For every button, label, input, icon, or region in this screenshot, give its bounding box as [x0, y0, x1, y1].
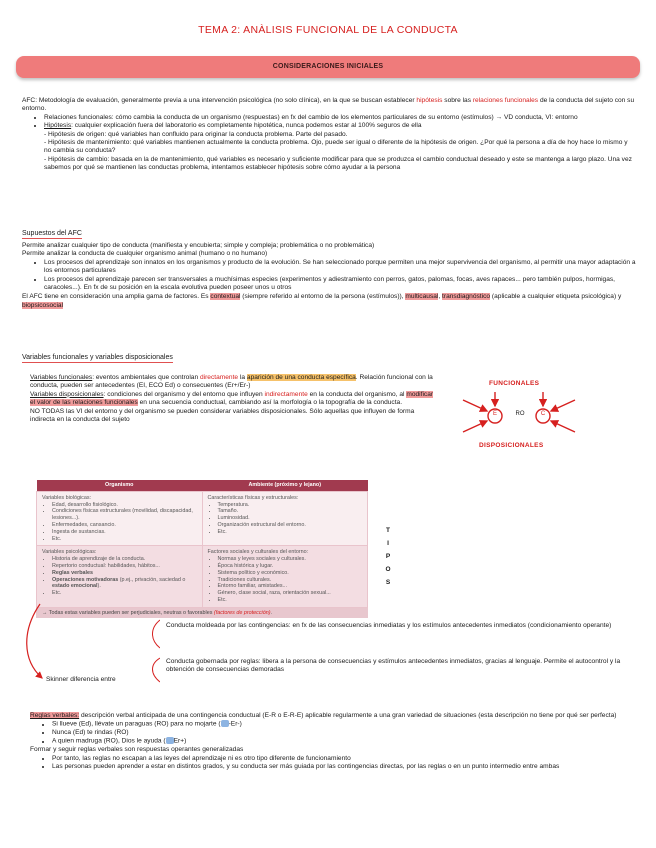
afc-block [22, 97, 636, 173]
weather-icon [221, 720, 229, 727]
list-item: • Los procesos del aprendizaje son innatos en los organismos y producto de la evolución. Se han seleccionado porque permiten una mejor supervivencia del organismo, al permitir una mayor adaptación a los entornos particulares [44, 259, 636, 276]
paragraph: El AFC tiene en consideración una amplia gama de factores. Es contextual (siempre referido al entorno de la persona (estímulos)), multicausal, transdiagnóstico (aplicable a cualquier etiqueta psicológica) y biopsicosocial [22, 293, 622, 309]
list-item: • Las personas pueden aprender a estar en distintos grados, y su conducta ser más guiada por las contingencias directas, por las reglas o en un punto intermedio entre ambas [52, 763, 636, 771]
reglas-follow: Formar y seguir reglas verbales son respuestas operantes generalizadas [30, 746, 244, 754]
list-item: • Nunca (Ed) te rindas (RO) [52, 729, 636, 737]
hypothesis-origin: - Hipótesis de origen: qué variables han confluido para originar la conducta problema. Parte del pasado. [44, 130, 348, 138]
afc-definition: AFC: Metodología de evaluación, generalmente previa a una intervención psicológica (no solo clínica), en la que se buscan establecer hipótesis sobre las relaciones funcionales de la conducta del sujeto con su entorno. [22, 97, 635, 113]
reglas-block [30, 712, 636, 771]
table-footer: → Todas estas variables pueden ser perjudiciales, neutras o favorables (factores de protección). [36, 608, 368, 618]
list-item: • Si llueve (Ed), llévate un paraguas (RO) para no mojarte ( -Er-) [52, 720, 636, 729]
arrow-icon [463, 400, 487, 411]
hypothesis-change: - Hipótesis de cambio: basada en la de mantenimiento, qué variables es necesario y suficiente modificar para que se produzca el cambio conductual deseado y este se mantenga a largo plazo. Una vez sabemos por qué se mantienen las conductas problema, intentamos establecer hipótesis sobre cómo ayudar a la persona [44, 155, 632, 172]
list-item: • A quien madruga (RO), Dios le ayuda ( Er+) [52, 737, 636, 746]
table-header: Organismo [37, 480, 203, 491]
skinner-option-1: Conducta moldeada por las contingencias: en fx de las consecuencias inmediatas y los estímulos antecedentes inmediatos (condicionamiento operante) [166, 622, 612, 629]
variables-diagram [455, 376, 585, 456]
reglas-definition: Reglas verbales: descripción verbal anticipada de una contingencia conductual (E-R o E-R-E) aplicable regularmente a una gran variedad de situaciones (esta descripción no tiene por qué ser perfecta) [30, 712, 617, 719]
variables-funcionales: Variables funcionales: eventos ambientales que controlan directamente la aparición de una conducta específica. Relación funcional con la conducta, pueden ser antecedentes (EI, ECO Ed) o consecuentes (Er+/Er-) [30, 374, 433, 390]
list-item: • Relaciones funcionales: cómo cambia la conducta de un organismo (respuestas) en fx del cambio de los elementos particulares de su entorno (estímulos) → VD conducta, VI: entorno [44, 114, 636, 122]
table-cell: Variables biológicas: • Edad, desarrollo fisiológico. • Condiciones físicas estructurales (movilidad, discapacidad, lesiones...). • Enfermedades, cansancio. • Ingesta de sustancias. • Etc. [37, 491, 203, 546]
arrow-icon [463, 421, 487, 432]
diagram-c: C [540, 411, 546, 417]
list-item: • Por tanto, las reglas no escapan a las leyes del aprendizaje ni es otro tipo diferente de funcionamiento [52, 755, 636, 763]
diagram-bottom-label: DISPOSICIONALES [479, 442, 544, 449]
section-banner [16, 56, 640, 78]
variables-block [30, 374, 434, 424]
variables-table [36, 480, 368, 618]
tipos-vertical-label: T I P O S [385, 527, 391, 586]
diagram-e: E [492, 411, 497, 417]
section-heading-variables: Variables funcionales y variables disposicionales [22, 354, 173, 361]
variables-note: NO TODAS las VI del entorno y del organismo se pueden considerar variables disposicionales. Sólo aquellas que influyen de forma indirecta en la conducta del sujeto [30, 407, 415, 424]
hypothesis-maintenance: - Hipótesis de mantenimiento: qué variables mantienen actualmente la conducta problema. Ojo, puede ser igual o diferente de la hipótesis de origen. ¿Por qué la persona a día de hoy hace lo mismo y no cambia su conducta? [44, 139, 628, 155]
variables-disposicionales: Variables disposicionales: condiciones del organismo y del entorno que influyen indirectamente en la conducta del organismo, al modificar el valor de las relaciones funcionales en una secuencia conductual, cambiando así la morfología o la topografía de la conducta. [30, 390, 434, 407]
reinforcer-icon [166, 737, 174, 744]
table-cell: Factores sociales y culturales del entorno: • Normas y leyes sociales y culturales. • Época histórica y lugar. • Sistema político y económico. • Tradiciones culturales. • Entorno familiar, amistades... • Género, clase social, raza, orientación sexual... • Etc. [202, 546, 368, 607]
table-cell: Características físicas y estructurales: • Temperatura. • Tamaño. • Luminosidad. • Organización estructural del entorno. • Etc. [202, 491, 368, 546]
section-heading-supuestos: Supuestos del AFC [22, 230, 82, 237]
paragraph: Permite analizar cualquier tipo de conducta (manifiesta y encubierta; simple y compleja; problemática o no problemática) [22, 242, 375, 249]
diagram-top-label: FUNCIONALES [489, 380, 540, 387]
paragraph: Permite analizar la conducta de cualquier organismo animal (humano o no humano) [22, 250, 268, 258]
skinner-option-2: Conducta gobernada por reglas: libera a la persona de consecuencias y estímulos antecedentes inmediatos, gracias al lenguaje. Permite el autocontrol y la obtención de consecuencias demoradas [166, 658, 621, 674]
supuestos-block [22, 242, 636, 310]
list-item: • Hipótesis: cualquier explicación fuera del laboratorio es completamente hipotética, nunca podemos estar al 100% seguros de ella [44, 122, 636, 130]
arrow-icon [551, 400, 575, 411]
page-title: TEMA 2: ANÀLISIS FUNCIONAL DE LA CONDUCTA [198, 24, 458, 36]
skinner-label: Skinner diferencia entre [46, 676, 116, 683]
arrow-icon [551, 421, 575, 432]
table-cell: Variables psicológicas: • Historia de aprendizaje de la conducta. • Repertorio conductual: habilidades, hábitos... • Reglas verbales • Operaciones motivadoras (p.ej., privación, saciedad o estado emocional). • Etc. [37, 546, 203, 607]
table-header: Ambiente (próximo y lejano) [202, 480, 368, 491]
diagram-ro: RO [515, 411, 525, 417]
list-item: • Los procesos del aprendizaje parecen ser transversales a muchísimas especies (experimentos y adiestramiento con perros, gatos, palomas, focas, aves rapaces... pero también pulpos, hormigas, caracoles...). En fx de su posición en la escala evolutiva pueden poseer unos u otros [44, 276, 636, 293]
banner-label: CONSIDERACIONES INICIALES [272, 63, 384, 70]
